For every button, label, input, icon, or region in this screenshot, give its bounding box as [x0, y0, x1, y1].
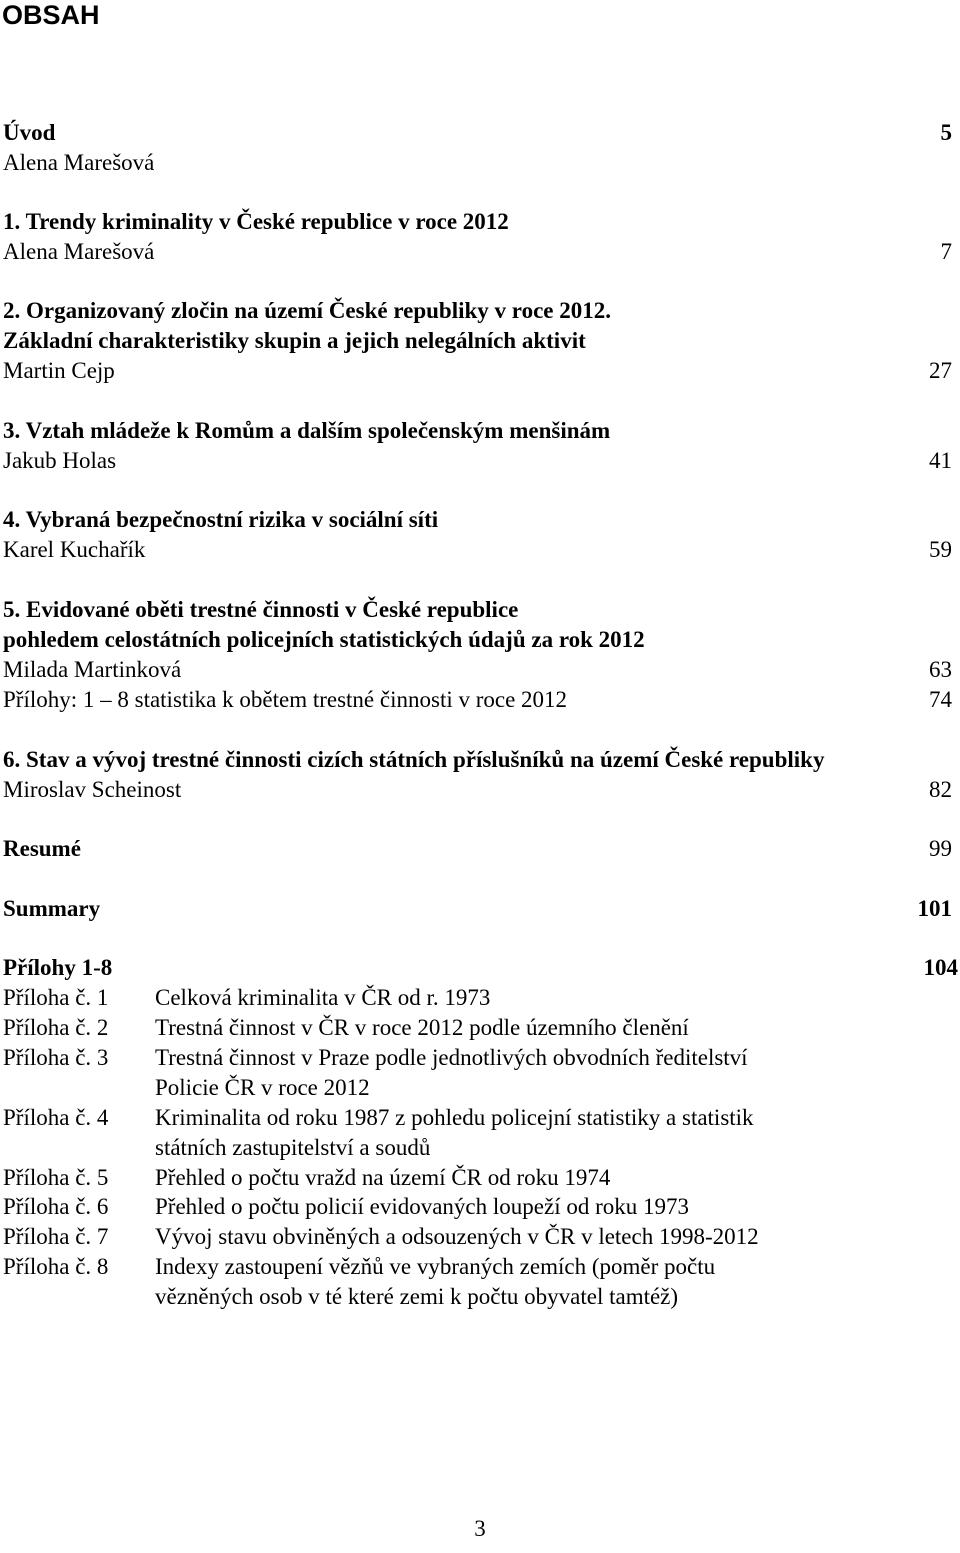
- toc-entry-prilohy[interactable]: [3, 953, 958, 983]
- toc-title: Summary: [3, 896, 101, 921]
- author-name: Alena Marešová: [3, 150, 155, 175]
- toc-entry-ch5-cont: [3, 625, 952, 655]
- toc-page: 104: [923, 955, 958, 980]
- author-name: Karel Kuchařík: [3, 537, 146, 562]
- toc-title: Resumé: [3, 836, 81, 861]
- toc-author-line: [3, 356, 952, 386]
- toc-page: 99: [929, 836, 952, 861]
- toc-entry-ch4[interactable]: [3, 505, 952, 535]
- attachment-desc[interactable]: Přehled o počtu policií evidovaných loupeží od roku 1973: [155, 1194, 689, 1219]
- attachment-desc-cont: Policie ČR v roce 2012: [155, 1075, 370, 1100]
- toc-title: Přílohy 1-8: [3, 955, 113, 980]
- attachment-desc-cont: vězněných osob v té které zemi k počtu obyvatel tamtéž): [155, 1284, 679, 1309]
- attachment-desc[interactable]: Trestná činnost v ČR v roce 2012 podle územního členění: [155, 1015, 689, 1040]
- attachment-label: Příloha č. 4: [3, 1105, 109, 1130]
- toc-page: 82: [929, 777, 952, 802]
- toc-entry-ch2[interactable]: [3, 296, 952, 326]
- attachment-desc[interactable]: Trestná činnost v Praze podle jednotlivých obvodních ředitelství: [155, 1045, 748, 1070]
- toc-page: 59: [929, 537, 952, 562]
- attachment-label: Příloha č. 3: [3, 1045, 109, 1070]
- appendix-title: Přílohy: 1 – 8 statistika k obětem trestné činnosti v roce 2012: [3, 687, 568, 712]
- toc-entry-ch5-appendix[interactable]: [3, 685, 952, 715]
- attachment-label: Příloha č. 5: [3, 1165, 109, 1190]
- toc-author-line: [3, 655, 952, 685]
- toc-entry-summary[interactable]: [3, 894, 952, 924]
- toc-title: 2. Organizovaný zločin na území České republiky v roce 2012.: [3, 298, 611, 323]
- attachment-label: Příloha č. 8: [3, 1254, 109, 1279]
- author-name: Milada Martinková: [3, 657, 182, 682]
- page-number: 3: [474, 1516, 486, 1541]
- toc-page: 74: [929, 687, 952, 712]
- attachment-desc[interactable]: Vývoj stavu obviněných a odsouzených v ČR v letech 1998-2012: [155, 1224, 759, 1249]
- toc-entry-ch5[interactable]: [3, 595, 952, 625]
- toc-author-line: [3, 237, 952, 267]
- toc-entry-ch1[interactable]: [3, 207, 952, 237]
- author-name: Miroslav Scheinost: [3, 777, 182, 802]
- toc-entry-ch2-cont: [3, 326, 952, 356]
- toc-page: 41: [929, 448, 952, 473]
- attachment-desc[interactable]: Přehled o počtu vražd na území ČR od roku 1974: [155, 1165, 611, 1190]
- attachment-desc[interactable]: Celková kriminalita v ČR od r. 1973: [155, 985, 491, 1010]
- attachment-desc[interactable]: Kriminalita od roku 1987 z pohledu policejní statistiky a statistik: [155, 1105, 754, 1130]
- toc-page: 5: [940, 120, 952, 145]
- toc-page: 101: [917, 896, 952, 921]
- toc-entry-ch6[interactable]: [3, 745, 952, 775]
- toc-entry-uvod[interactable]: [3, 118, 952, 148]
- toc-title: 3. Vztah mládeže k Romům a dalším společenským menšinám: [3, 418, 611, 443]
- attachment-label: Příloha č. 6: [3, 1194, 109, 1219]
- toc-page: 27: [929, 358, 952, 383]
- toc-author: [3, 148, 952, 178]
- toc-title: Úvod: [3, 120, 56, 145]
- toc-title: 6. Stav a vývoj trestné činnosti cizích státních příslušníků na území České republiky: [3, 747, 825, 772]
- page-title: OBSAH: [2, 0, 100, 30]
- attachment-desc[interactable]: Indexy zastoupení vězňů ve vybraných zemích (poměr počtu: [155, 1254, 716, 1279]
- attachment-label: Příloha č. 2: [3, 1015, 109, 1040]
- toc-title: 5. Evidované oběti trestné činnosti v České republice: [3, 597, 519, 622]
- author-name: Jakub Holas: [3, 448, 117, 473]
- toc-author-line: [3, 535, 952, 565]
- author-name: Martin Cejp: [3, 358, 115, 383]
- toc-entry-ch3[interactable]: [3, 416, 952, 446]
- toc-title: 4. Vybraná bezpečnostní rizika v sociální síti: [3, 507, 439, 532]
- toc-title-cont: Základní charakteristiky skupin a jejich nelegálních aktivit: [3, 328, 586, 353]
- attachment-desc-cont: státních zastupitelství a soudů: [155, 1135, 431, 1160]
- author-name: Alena Marešová: [3, 239, 155, 264]
- toc-page: 7: [940, 239, 952, 264]
- toc-title-cont: pohledem celostátních policejních statistických údajů za rok 2012: [3, 627, 645, 652]
- attachment-label: Příloha č. 1: [3, 985, 109, 1010]
- toc-author-line: [3, 446, 952, 476]
- attachment-label: Příloha č. 7: [3, 1224, 109, 1249]
- toc-page: 63: [929, 657, 952, 682]
- toc-title: 1. Trendy kriminality v České republice v roce 2012: [3, 209, 509, 234]
- toc-author-line: [3, 775, 952, 805]
- toc-entry-resume[interactable]: [3, 834, 952, 864]
